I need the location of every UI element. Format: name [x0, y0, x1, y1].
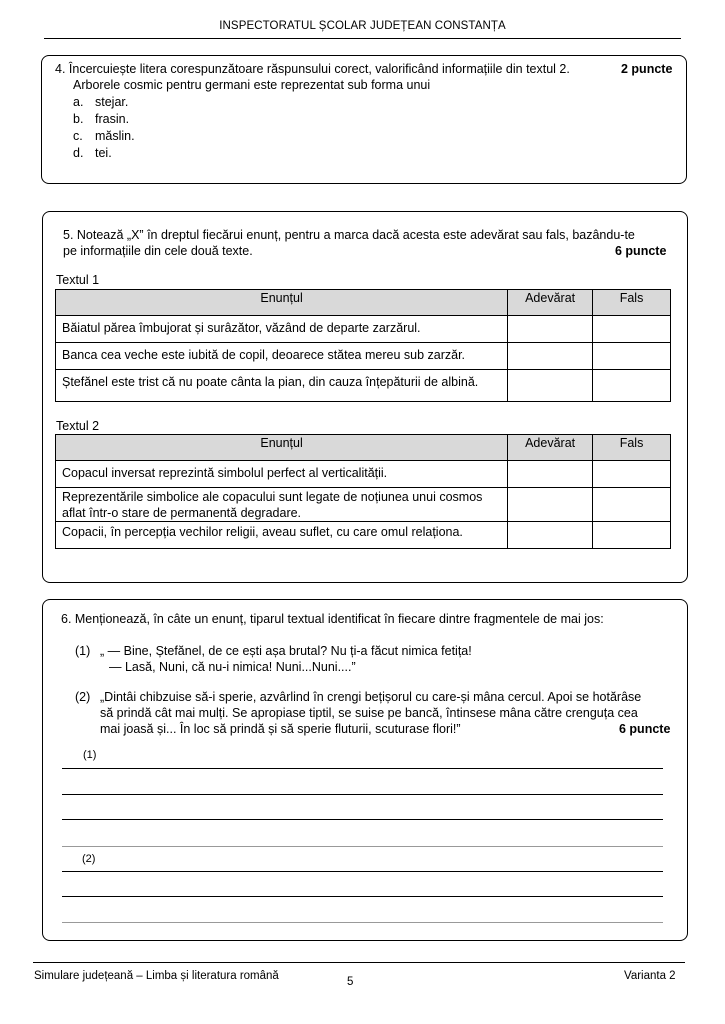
fragment-2-line2: să prindă cât mai mulți. Se apropiase tiptil, se suise pe bancă, întinsese mâna către crenguța cea [100, 706, 638, 720]
true-answer-cell[interactable] [508, 522, 593, 549]
question-6-text: 6. Menționează, în câte un enunț, tiparul textual identificat în fiecare dintre fragmentele de mai jos: [61, 612, 604, 626]
header-title: INSPECTORATUL ȘCOLAR JUDEȚEAN CONSTANȚA [219, 20, 506, 32]
option-a[interactable] [73, 94, 128, 111]
header-divider [44, 38, 681, 39]
statement-text: Banca cea veche este iubită de copil, deoarece stătea mereu sub zarzăr. [62, 348, 466, 362]
option-letter: c. [73, 129, 83, 143]
fragment-2-line1: „Dintâi chibzuise să-i sperie, azvârlind în crengi bețișorul cu care-și mâna cercul. Apoi se hotărâse [100, 690, 642, 704]
page-number: 5 [347, 976, 354, 988]
true-answer-cell[interactable] [508, 461, 593, 488]
answer-line[interactable] [62, 871, 663, 872]
answer-line[interactable] [62, 819, 663, 820]
question-5-points: 6 puncte [615, 244, 667, 258]
true-answer-cell[interactable] [508, 343, 593, 370]
footer-left: Simulare județeană – Limba și literatura română [34, 970, 279, 982]
option-letter: b. [73, 112, 84, 126]
false-answer-cell[interactable] [593, 488, 671, 522]
statement-text: Băiatul părea îmbujorat și surâzător, văzând de departe zarzărul. [62, 321, 421, 335]
fragment-1-line1: „ — Bine, Ștefănel, de ce ești așa brutal? Nu ți-a făcut nimica fetița! [100, 644, 472, 658]
question-5-line2: pe informațiile din cele două texte. [63, 244, 253, 258]
answer-1-label: (1) [83, 749, 97, 761]
text1-table [55, 289, 671, 402]
statement-cell [56, 522, 508, 549]
true-answer-cell[interactable] [508, 316, 593, 343]
answer-line[interactable] [62, 896, 663, 897]
statement-header: Enunțul [56, 290, 508, 316]
option-text: stejar. [95, 95, 129, 109]
true-answer-cell[interactable] [508, 488, 593, 522]
option-text: tei. [95, 146, 112, 160]
option-text: măslin. [95, 129, 135, 143]
question-6-points: 6 puncte [619, 722, 671, 736]
option-b[interactable] [73, 111, 129, 128]
option-d[interactable] [73, 145, 112, 162]
false-answer-cell[interactable] [593, 343, 671, 370]
question-4-stem: Arborele cosmic pentru germani este reprezentat sub forma unui [73, 78, 431, 92]
option-text: frasin. [95, 112, 130, 126]
fragment-2-number: (2) [75, 690, 91, 704]
text1-label: Textul 1 [56, 273, 100, 287]
true-header: Adevărat [508, 290, 593, 316]
statement-cell [56, 488, 508, 522]
statement-text: Copacii, în percepția vechilor religii, aveau suflet, cu care omul relaționa. [62, 525, 463, 539]
fragment-2-line3: mai joasă și... În loc să prindă și să sperie fluturii, scuturase flori!” [100, 722, 461, 736]
false-answer-cell[interactable] [593, 461, 671, 488]
true-answer-cell[interactable] [508, 370, 593, 402]
true-header: Adevărat [508, 435, 593, 461]
statement-cell [56, 461, 508, 488]
text2-table [55, 434, 671, 549]
statement-header: Enunțul [56, 435, 508, 461]
false-answer-cell[interactable] [593, 522, 671, 549]
answer-line[interactable] [62, 922, 663, 923]
statement-text: Copacul inversat reprezintă simbolul perfect al verticalității. [62, 466, 388, 480]
statement-text: Ștefănel este trist că nu poate cânta la pian, din cauza înțepăturii de albină. [62, 375, 479, 389]
false-answer-cell[interactable] [593, 370, 671, 402]
fragment-1-number: (1) [75, 644, 91, 658]
statement-cell [56, 316, 508, 343]
answer-line[interactable] [62, 768, 663, 769]
answer-line[interactable] [62, 794, 663, 795]
footer-divider [33, 962, 685, 963]
question-5-line1: 5. Notează „X” în dreptul fiecărui enunț, pentru a marca dacă acesta este adevărat sau fals, bazându-te [63, 228, 635, 242]
statement-text: Reprezentările simbolice ale copacului sunt legate de noțiunea unui cosmos aflat într-o stare de permanentă degradare. [62, 490, 483, 520]
question-4-text: 4. Încercuiește litera corespunzătoare răspunsului corect, valorificând informațiile din textul 2. [55, 62, 570, 76]
statement-cell [56, 343, 508, 370]
false-answer-cell[interactable] [593, 316, 671, 343]
option-c[interactable] [73, 128, 135, 145]
answer-line[interactable] [62, 846, 663, 847]
statement-cell [56, 370, 508, 402]
question-4-points: 2 puncte [621, 62, 673, 76]
answer-2-label: (2) [82, 853, 96, 865]
text2-label: Textul 2 [56, 419, 100, 433]
option-letter: d. [73, 146, 84, 160]
footer-right: Varianta 2 [624, 970, 676, 982]
false-header: Fals [593, 290, 671, 316]
fragment-1-line2: — Lasă, Nuni, că nu-i nimica! Nuni...Nuni....” [109, 660, 356, 674]
option-letter: a. [73, 95, 84, 109]
false-header: Fals [593, 435, 671, 461]
